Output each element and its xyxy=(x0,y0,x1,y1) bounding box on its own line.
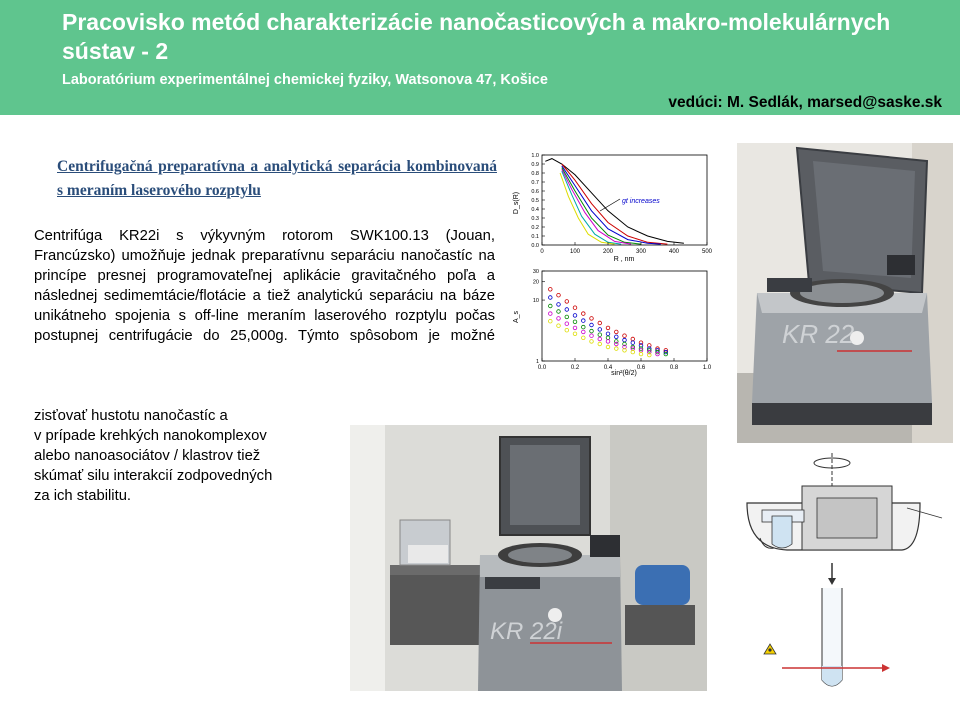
y-tick-label: 20 xyxy=(532,279,539,286)
data-point xyxy=(623,338,627,342)
data-point xyxy=(631,341,635,345)
lab-illustration xyxy=(350,425,707,691)
data-point xyxy=(598,328,602,332)
data-point xyxy=(606,345,610,349)
x-tick-label: 400 xyxy=(668,249,680,255)
x-tick-label: 0.4 xyxy=(603,365,613,371)
centrifuge-photo-main xyxy=(350,425,707,691)
data-point xyxy=(598,321,602,325)
data-point xyxy=(631,350,635,354)
x-tick-label: 500 xyxy=(701,249,713,255)
data-point xyxy=(565,322,569,326)
annotation-text: gt increases xyxy=(622,198,660,205)
tube-in-rotor xyxy=(772,516,792,548)
description-line: zisťovať hustotu nanočastíc a xyxy=(34,408,228,424)
data-point xyxy=(549,319,553,323)
data-point xyxy=(623,334,627,338)
y-tick-label: 0.5 xyxy=(531,198,539,204)
y-tick-label: 0.6 xyxy=(531,189,539,195)
centrifuge-illustration xyxy=(737,143,953,443)
description-line: skúmať silu interakcií zodpovedných xyxy=(34,468,273,484)
data-point xyxy=(606,336,610,340)
data-point xyxy=(573,332,577,336)
rotor-laser-diagram xyxy=(742,448,952,698)
data-point xyxy=(639,352,643,356)
x-tick-label: 1.0 xyxy=(702,365,712,371)
data-point xyxy=(590,323,594,327)
page-title: Pracovisko metód charakterizácie nanočasticových a makro-molekulárnych sústav - 2 xyxy=(62,9,891,64)
y-tick-label: 0.2 xyxy=(531,225,539,231)
description-paragraph: Centrifúga KR22i s výkyvným rotorom SWK100.13 (Jouan, Francúzsko) umožňuje jednak preparatívnu separáciu nanočastíc na princípe presnej programovateľnej aplikácie gravitačného poľa a následnej sedimemtácie/flotácie a tiež analytickú separáciu na báze unikátneho spojenia s off-line meraním laserového rozptylu počas postupnej centrifugácie do 25,000g. Týmto spôsobom je možné xyxy=(34,228,495,344)
data-point xyxy=(598,337,602,341)
data-point xyxy=(590,317,594,321)
asymmetry-svg xyxy=(508,267,713,377)
data-point xyxy=(565,328,569,332)
y-tick-label: 0.7 xyxy=(531,180,539,186)
data-point xyxy=(565,300,569,304)
asymmetry-chart xyxy=(508,267,713,377)
y-tick-label: 0.4 xyxy=(531,207,539,213)
x-tick-label: 0.0 xyxy=(537,365,547,371)
x-tick-label: 0.6 xyxy=(636,365,646,371)
y-tick-label: 10 xyxy=(532,298,539,305)
data-point xyxy=(557,324,561,328)
description-continuation xyxy=(34,406,338,506)
description-line: za ich stabilitu. xyxy=(34,488,132,504)
data-point xyxy=(573,326,577,330)
size-distribution-svg xyxy=(508,145,713,265)
data-point xyxy=(557,317,561,321)
description-line: v prípade krehkých nanokomplexov xyxy=(34,428,267,444)
x-tick-label: 200 xyxy=(602,249,614,255)
data-point xyxy=(615,347,619,351)
y-tick-label: 0.9 xyxy=(531,162,539,168)
data-point xyxy=(573,314,577,318)
data-point xyxy=(606,326,610,330)
data-point xyxy=(565,308,569,312)
data-point xyxy=(606,340,610,344)
data-point xyxy=(590,340,594,344)
lab-address: Laboratórium experimentálnej chemickej fyziky, Watsonova 47, Košice xyxy=(62,72,548,88)
data-point xyxy=(557,310,561,314)
data-point xyxy=(557,303,561,307)
x-tick-label: 0 xyxy=(540,249,544,255)
data-point xyxy=(582,319,586,323)
data-point xyxy=(582,325,586,329)
x-tick-label: 0.2 xyxy=(570,365,580,371)
data-point xyxy=(549,288,553,292)
y-tick-label: 1.0 xyxy=(531,153,539,159)
data-point xyxy=(615,342,619,346)
data-point xyxy=(549,304,553,308)
data-point xyxy=(573,320,577,324)
brand-label: KR 22 xyxy=(782,319,855,349)
rotor-laser-svg xyxy=(742,448,952,698)
leader-contact: vedúci: M. Sedlák, marsed@saske.sk xyxy=(668,94,942,111)
y-tick-label: 0.3 xyxy=(531,216,539,222)
data-point xyxy=(631,337,635,341)
plot-frame xyxy=(542,271,707,361)
y-tick-label: 30 xyxy=(532,269,539,275)
y-tick-label: 0.0 xyxy=(531,243,539,249)
data-point xyxy=(598,342,602,346)
y-axis-label: A_s xyxy=(513,310,520,324)
y-tick-label: 0.8 xyxy=(531,171,539,177)
series-line xyxy=(545,159,684,244)
x-tick-label: 100 xyxy=(569,249,581,255)
data-point xyxy=(582,336,586,340)
description-line: alebo nanoasociátov / klastrov tiež xyxy=(34,448,261,464)
y-tick-label: 0.1 xyxy=(531,234,539,240)
data-point xyxy=(615,335,619,339)
brand-label: KR 22i xyxy=(490,618,563,645)
data-point xyxy=(590,329,594,333)
data-point xyxy=(557,293,561,297)
data-point xyxy=(590,334,594,338)
y-tick-label: 1 xyxy=(535,359,539,365)
x-axis-label: R , nm xyxy=(613,256,635,263)
x-tick-label: 300 xyxy=(635,249,647,255)
series-line xyxy=(562,171,621,244)
data-point xyxy=(582,312,586,316)
data-point xyxy=(598,333,602,337)
data-point xyxy=(549,296,553,300)
data-point xyxy=(573,306,577,310)
section-subtitle: Centrifugačná preparatívna a analytická separácia kombinovaná s meraním laserového rozptylu xyxy=(57,158,497,199)
data-point xyxy=(582,330,586,334)
header-bar xyxy=(0,0,960,115)
data-point xyxy=(549,312,553,316)
data-point xyxy=(615,330,619,334)
size-distribution-chart xyxy=(508,145,713,265)
data-point xyxy=(565,315,569,319)
y-axis-label: D_s(R) xyxy=(513,191,520,215)
x-tick-label: 0.8 xyxy=(669,365,679,371)
data-point xyxy=(606,332,610,336)
x-axis-label: sin²(θ/2) xyxy=(611,370,637,377)
centrifuge-photo-side xyxy=(737,143,953,443)
